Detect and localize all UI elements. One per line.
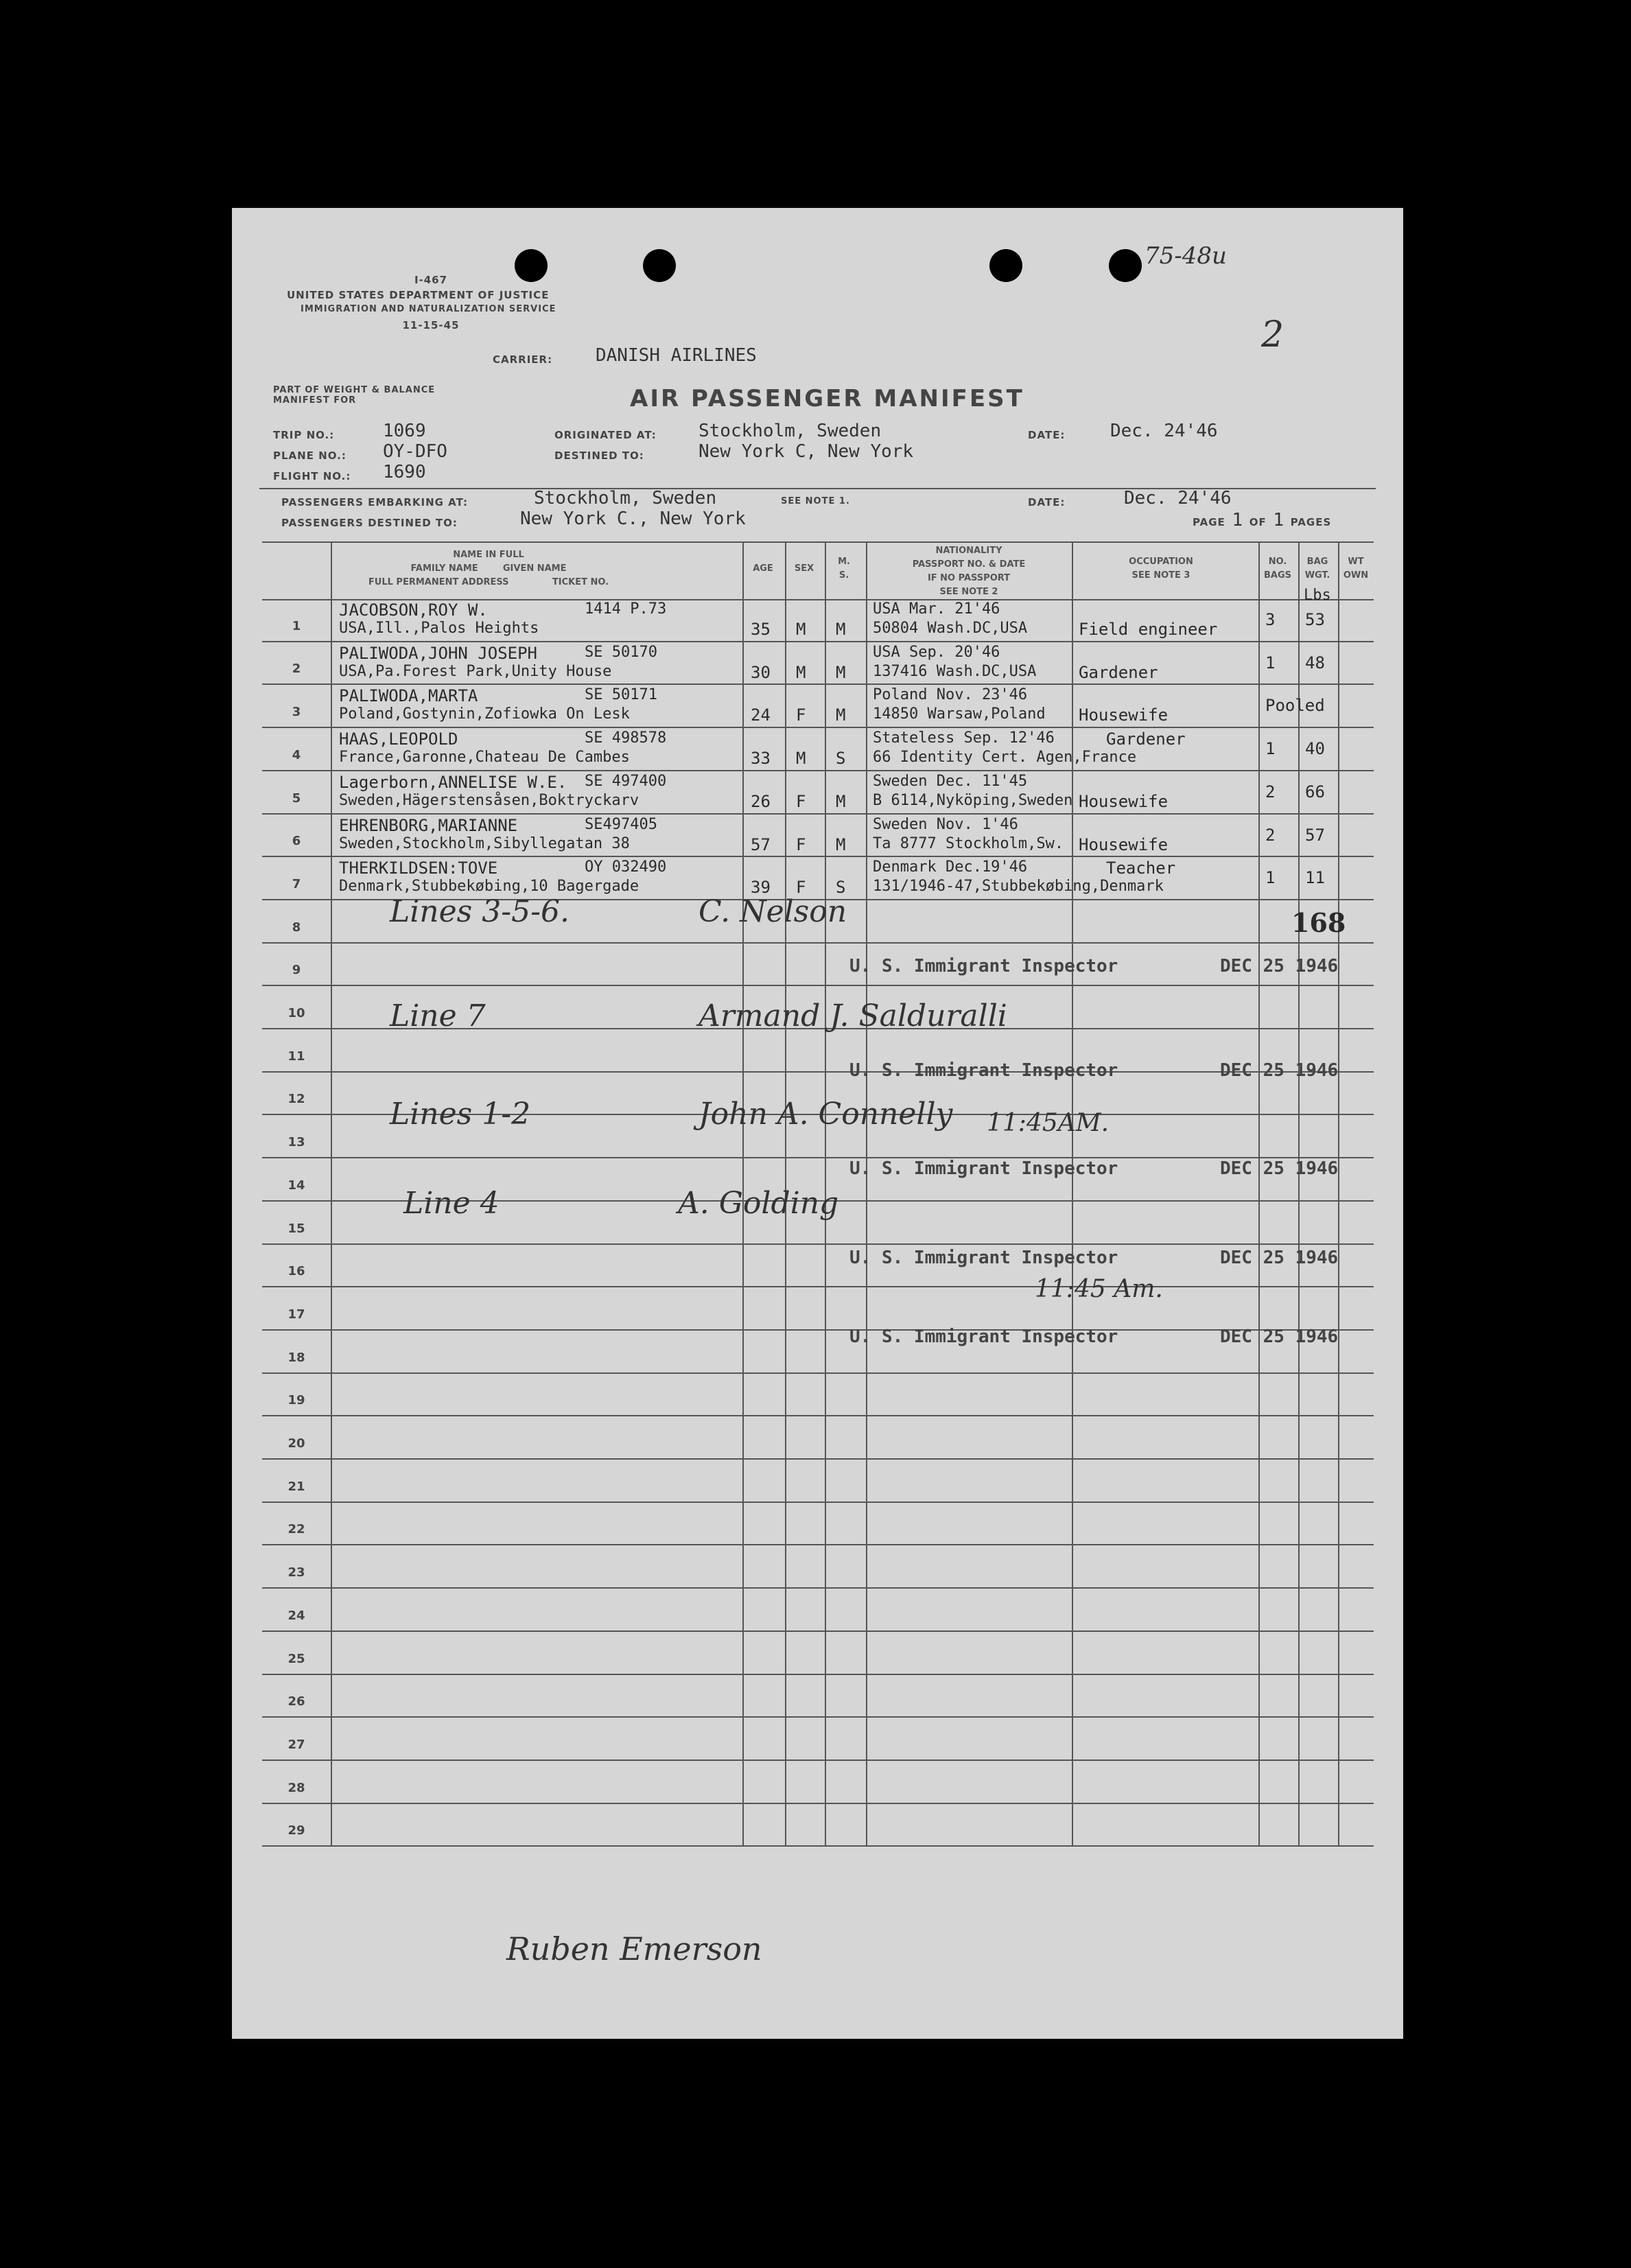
flight-label: FLIGHT NO.: bbox=[273, 470, 351, 482]
inspection-lines: Line 4 bbox=[403, 1186, 500, 1221]
col-ms: M. S. bbox=[838, 557, 850, 581]
row-number: 21 bbox=[288, 1479, 305, 1494]
passenger-sex: M bbox=[796, 620, 806, 639]
inspector-signature: C. Nelson bbox=[699, 894, 847, 929]
row-number: 6 bbox=[292, 834, 301, 849]
row-rule bbox=[262, 1415, 1374, 1416]
row-rule bbox=[262, 1028, 1374, 1029]
occupation-line1: Teacher bbox=[1106, 858, 1176, 878]
passenger-name: THERKILDSEN:TOVE bbox=[339, 858, 498, 878]
row-rule bbox=[262, 1544, 1374, 1545]
row-rule bbox=[262, 985, 1374, 986]
nationality-line2: 14850 Warsaw,Poland bbox=[873, 705, 1046, 723]
total-weight: 168 bbox=[1291, 907, 1346, 938]
stamp-date: DEC 25 1946 bbox=[1220, 956, 1339, 977]
punch-hole bbox=[1109, 249, 1142, 282]
occupation-line2: Field engineer bbox=[1079, 620, 1218, 639]
inspector-stamp: U. S. Immigrant Inspector bbox=[849, 1158, 1118, 1179]
row-number: 24 bbox=[288, 1608, 305, 1623]
occupation-line2: Housewife bbox=[1079, 834, 1169, 854]
punch-hole bbox=[515, 249, 548, 282]
row-rule bbox=[262, 1630, 1374, 1632]
row-number: 16 bbox=[288, 1264, 305, 1279]
row-number: 4 bbox=[292, 747, 301, 762]
ticket-number: 1414 P.73 bbox=[585, 600, 667, 618]
row-number: 19 bbox=[288, 1393, 305, 1408]
bags-count: 1 bbox=[1265, 739, 1276, 759]
originated-value: Stockholm, Sweden bbox=[699, 421, 882, 441]
row-number: 28 bbox=[288, 1780, 305, 1795]
embarking-label: PASSENGERS EMBARKING AT: bbox=[281, 496, 469, 508]
page-total: 1 bbox=[1273, 510, 1284, 530]
column-rule bbox=[1258, 541, 1260, 1847]
embarking-value: Stockholm, Sweden bbox=[534, 488, 717, 508]
row-rule bbox=[262, 683, 1374, 685]
row-number: 18 bbox=[288, 1350, 305, 1365]
row-number: 17 bbox=[288, 1307, 305, 1322]
row-number: 14 bbox=[288, 1178, 305, 1193]
page-of: OF bbox=[1249, 516, 1267, 528]
row-rule bbox=[262, 1243, 1374, 1245]
passenger-name: Lagerborn,ANNELISE W.E. bbox=[339, 772, 567, 792]
bottom-signature: Ruben Emerson bbox=[506, 1930, 762, 1967]
bags-count: 3 bbox=[1265, 610, 1276, 629]
passenger-age: 33 bbox=[751, 749, 771, 769]
bag-weight: 48 bbox=[1305, 653, 1325, 673]
ticket-number: OY 032490 bbox=[585, 858, 667, 876]
page-prefix: PAGE bbox=[1193, 516, 1225, 528]
row-number: 5 bbox=[292, 791, 301, 806]
bags-count: 1 bbox=[1265, 653, 1276, 673]
row-rule bbox=[262, 1372, 1374, 1374]
row-number: 1 bbox=[292, 618, 301, 633]
nationality-line1: USA Mar. 21'46 bbox=[873, 600, 1000, 618]
passenger-sex: M bbox=[796, 749, 806, 769]
destined-label: DESTINED TO: bbox=[554, 449, 644, 462]
passenger-sex: M bbox=[796, 662, 806, 682]
nationality-line2: 137416 Wash.DC,USA bbox=[873, 662, 1037, 680]
nationality-line2: 50804 Wash.DC,USA bbox=[873, 620, 1028, 637]
row-number: 22 bbox=[288, 1522, 305, 1537]
occupation-line2: Housewife bbox=[1079, 791, 1169, 811]
passenger-age: 26 bbox=[751, 791, 771, 811]
inspector-stamp: U. S. Immigrant Inspector bbox=[849, 1248, 1118, 1268]
passenger-name: JACOBSON,ROY W. bbox=[339, 600, 488, 620]
passenger-address: Poland,Gostynin,Zofiowka On Lesk bbox=[339, 705, 630, 723]
passenger-marital: M bbox=[836, 705, 846, 725]
nationality-line2: 131/1946-47,Stubbekøbing,Denmark bbox=[873, 878, 1164, 896]
passenger-name: EHRENBORG,MARIANNE bbox=[339, 815, 518, 835]
nationality-line2: B 6114,Nyköping,Sweden bbox=[873, 791, 1073, 809]
bags-count: 2 bbox=[1265, 825, 1276, 845]
ticket-number: SE 498578 bbox=[585, 729, 667, 747]
date2-label: DATE: bbox=[1028, 496, 1066, 508]
row-number: 23 bbox=[288, 1565, 305, 1580]
carrier-value: DANISH AIRLINES bbox=[596, 345, 757, 366]
bag-weight: 53 bbox=[1305, 610, 1325, 629]
date-value: Dec. 24'46 bbox=[1110, 421, 1218, 441]
destined2-label: PASSENGERS DESTINED TO: bbox=[281, 517, 458, 529]
passenger-age: 24 bbox=[751, 705, 771, 725]
row-rule bbox=[262, 1803, 1374, 1804]
col-wt-own: WT OWN bbox=[1343, 557, 1369, 581]
row-rule bbox=[262, 1587, 1374, 1589]
column-rule bbox=[742, 541, 744, 1847]
row-number: 11 bbox=[288, 1049, 305, 1064]
passenger-sex: F bbox=[796, 791, 806, 811]
page-count bbox=[1193, 510, 1331, 530]
column-rule bbox=[866, 541, 867, 1847]
passenger-marital: M bbox=[836, 791, 846, 811]
col-bag-wt: BAG WGT. bbox=[1304, 557, 1330, 581]
passenger-address: USA,Ill.,Palos Heights bbox=[339, 620, 539, 637]
bags-count: 1 bbox=[1265, 868, 1276, 888]
nationality-line2: 66 Identity Cert. Agen,France bbox=[873, 749, 1137, 767]
destined2-value: New York C., New York bbox=[520, 508, 746, 529]
passenger-age: 35 bbox=[751, 620, 771, 639]
row-rule bbox=[262, 899, 1374, 900]
date2-value: Dec. 24'46 bbox=[1124, 488, 1232, 508]
row-number: 9 bbox=[292, 963, 301, 978]
row-number: 25 bbox=[288, 1651, 305, 1666]
carrier-label: CARRIER: bbox=[493, 353, 553, 366]
row-number: 12 bbox=[288, 1092, 305, 1107]
passenger-marital: M bbox=[836, 834, 846, 854]
col-nationality: NATIONALITY PASSPORT NO. & DATE IF NO PASSPORT SEE NOTE 2 bbox=[912, 546, 1026, 597]
inspection-time: 11:45AM. bbox=[987, 1109, 1110, 1137]
occupation-line1: Gardener bbox=[1106, 729, 1186, 749]
row-rule bbox=[262, 727, 1374, 728]
part-of-label: PART OF WEIGHT & BALANCE MANIFEST FOR bbox=[273, 385, 436, 406]
department: UNITED STATES DEPARTMENT OF JUSTICE bbox=[287, 289, 550, 301]
service: IMMIGRATION AND NATURALIZATION SERVICE bbox=[301, 304, 556, 314]
row-rule bbox=[262, 1329, 1374, 1331]
punch-hole bbox=[989, 249, 1022, 282]
passenger-marital: S bbox=[836, 878, 846, 898]
col-sex: SEX bbox=[794, 563, 814, 574]
flight-value: 1690 bbox=[383, 462, 426, 482]
row-rule bbox=[262, 1845, 1374, 1847]
passenger-name: HAAS,LEOPOLD bbox=[339, 729, 458, 749]
column-rule bbox=[825, 541, 826, 1847]
occupation-line2: Gardener bbox=[1079, 662, 1158, 682]
stamp-date: DEC 25 1946 bbox=[1220, 1060, 1339, 1081]
bag-weight: 66 bbox=[1305, 782, 1325, 802]
row-rule bbox=[262, 1716, 1374, 1718]
inspection-lines: Lines 3-5-6. bbox=[390, 894, 570, 929]
row-number: 10 bbox=[288, 1006, 305, 1020]
row-rule bbox=[262, 1674, 1374, 1675]
weight-unit: Lbs bbox=[1304, 587, 1331, 604]
bags-count: Pooled bbox=[1265, 696, 1325, 716]
punch-hole bbox=[643, 249, 676, 282]
row-number: 2 bbox=[292, 662, 301, 677]
col-name: NAME IN FULL FAMILY NAME GIVEN NAME FULL PERMANENT ADDRESS TICKET NO. bbox=[368, 550, 609, 587]
nationality-line1: Sweden Dec. 11'45 bbox=[873, 772, 1028, 790]
corner-note: 75-48u bbox=[1145, 242, 1227, 270]
row-number: 29 bbox=[288, 1823, 305, 1838]
passenger-age: 57 bbox=[751, 834, 771, 854]
row-number: 26 bbox=[288, 1694, 305, 1709]
passenger-address: Denmark,Stubbekøbing,10 Bagergade bbox=[339, 878, 640, 896]
nationality-line1: Sweden Nov. 1'46 bbox=[873, 815, 1018, 833]
plane-value: OY-DFO bbox=[383, 441, 447, 462]
row-rule bbox=[262, 1157, 1374, 1158]
row-rule bbox=[262, 813, 1374, 815]
plane-label: PLANE NO.: bbox=[273, 449, 347, 462]
nationality-line1: Poland Nov. 23'46 bbox=[873, 686, 1028, 704]
occupation-line2: Housewife bbox=[1079, 705, 1169, 725]
passenger-name: PALIWODA,MARTA bbox=[339, 686, 478, 706]
destined-value: New York C, New York bbox=[699, 441, 914, 462]
trip-label: TRIP NO.: bbox=[273, 429, 335, 441]
col-bags: NO. BAGS bbox=[1263, 557, 1291, 581]
inspector-stamp: U. S. Immigrant Inspector bbox=[849, 956, 1118, 977]
row-rule bbox=[262, 1501, 1374, 1503]
row-rule bbox=[262, 641, 1374, 642]
column-rule bbox=[331, 541, 332, 1847]
inspector-stamp: U. S. Immigrant Inspector bbox=[849, 1326, 1118, 1347]
inspection-lines: Line 7 bbox=[390, 998, 486, 1033]
passenger-address: Sweden,Stockholm,Sibyllegatan 38 bbox=[339, 834, 630, 852]
originated-label: ORIGINATED AT: bbox=[554, 429, 657, 441]
passenger-sex: F bbox=[796, 705, 806, 725]
col-age: AGE bbox=[753, 563, 773, 574]
row-rule bbox=[262, 1071, 1374, 1073]
nationality-line1: USA Sep. 20'46 bbox=[873, 643, 1000, 661]
passenger-marital: M bbox=[836, 620, 846, 639]
sheet-mark: 2 bbox=[1261, 314, 1284, 355]
ticket-number: SE497405 bbox=[585, 815, 657, 833]
trip-value: 1069 bbox=[383, 421, 426, 441]
passenger-address: France,Garonne,Chateau De Cambes bbox=[339, 749, 630, 767]
row-rule bbox=[262, 1458, 1374, 1460]
row-number: 13 bbox=[288, 1135, 305, 1150]
nationality-line1: Stateless Sep. 12'46 bbox=[873, 729, 1055, 747]
page-suffix: PAGES bbox=[1290, 516, 1332, 528]
row-rule bbox=[262, 1114, 1374, 1115]
row-number: 27 bbox=[288, 1737, 305, 1752]
column-rule bbox=[1072, 541, 1073, 1847]
bag-weight: 57 bbox=[1305, 825, 1325, 845]
row-number: 7 bbox=[292, 876, 301, 891]
inspection-lines: Lines 1-2 bbox=[390, 1097, 531, 1132]
bags-count: 2 bbox=[1265, 782, 1276, 802]
bag-weight: 11 bbox=[1305, 868, 1325, 888]
passenger-age: 30 bbox=[751, 662, 771, 682]
ticket-number: SE 50171 bbox=[585, 686, 657, 704]
inspector-signature: A. Golding bbox=[678, 1186, 839, 1221]
inspector-stamp: U. S. Immigrant Inspector bbox=[849, 1060, 1118, 1081]
row-rule bbox=[262, 1200, 1374, 1202]
table-top-rule bbox=[262, 541, 1374, 543]
manifest-title: AIR PASSENGER MANIFEST bbox=[630, 385, 1024, 412]
inspector-signature: John A. Connelly bbox=[699, 1097, 953, 1132]
see-note-1: SEE NOTE 1. bbox=[781, 496, 850, 506]
stamp-date: DEC 25 1946 bbox=[1220, 1326, 1339, 1347]
form-date: 11-15-45 bbox=[402, 319, 460, 331]
inspector-signature: Armand J. Salduralli bbox=[699, 998, 1007, 1033]
passenger-sex: F bbox=[796, 878, 806, 898]
col-occupation: OCCUPATION SEE NOTE 3 bbox=[1129, 557, 1193, 581]
date-label: DATE: bbox=[1028, 429, 1066, 441]
row-number: 20 bbox=[288, 1436, 305, 1451]
ticket-number: SE 497400 bbox=[585, 772, 667, 790]
passenger-age: 39 bbox=[751, 878, 771, 898]
row-number: 8 bbox=[292, 920, 301, 935]
stamp-date: DEC 25 1946 bbox=[1220, 1158, 1339, 1179]
page-number: 1 bbox=[1232, 510, 1243, 530]
passenger-sex: F bbox=[796, 834, 806, 854]
column-rule bbox=[1298, 541, 1300, 1847]
passenger-address: USA,Pa.Forest Park,Unity House bbox=[339, 662, 612, 680]
passenger-address: Sweden,Hägerstensåsen,Boktryckarv bbox=[339, 791, 640, 809]
row-rule bbox=[262, 770, 1374, 771]
passenger-marital: M bbox=[836, 662, 846, 682]
row-number: 3 bbox=[292, 705, 301, 720]
inspection-time: 11:45 Am. bbox=[1035, 1275, 1163, 1303]
ticket-number: SE 50170 bbox=[585, 643, 657, 661]
passenger-name: PALIWODA,JOHN JOSEPH bbox=[339, 643, 537, 663]
bag-weight: 40 bbox=[1305, 739, 1325, 759]
column-rule bbox=[1338, 541, 1339, 1847]
manifest-page bbox=[232, 208, 1403, 2039]
row-rule bbox=[262, 1286, 1374, 1287]
row-rule bbox=[262, 942, 1374, 944]
column-rule bbox=[785, 541, 786, 1847]
form-number: I-467 bbox=[414, 274, 448, 286]
row-number: 15 bbox=[288, 1221, 305, 1236]
row-rule bbox=[262, 1760, 1374, 1761]
nationality-line1: Denmark Dec.19'46 bbox=[873, 858, 1028, 876]
stamp-date: DEC 25 1946 bbox=[1220, 1248, 1339, 1268]
nationality-line2: Ta 8777 Stockholm,Sw. bbox=[873, 834, 1064, 852]
row-rule bbox=[262, 856, 1374, 857]
passenger-marital: S bbox=[836, 749, 846, 769]
